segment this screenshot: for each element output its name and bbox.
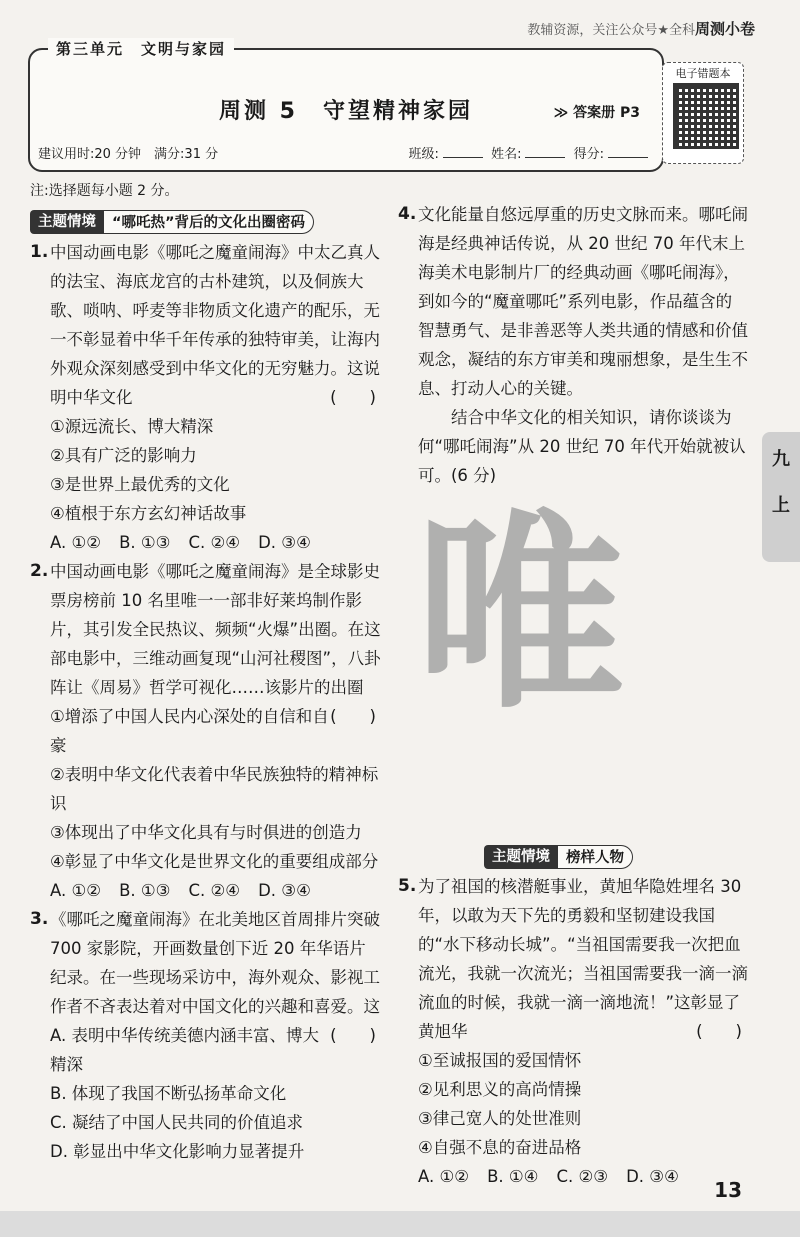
name-blank[interactable] — [525, 157, 565, 158]
option: ③律己宽人的处世准则 — [418, 1109, 582, 1128]
option-d[interactable]: D. 彰显出中华文化影响力显著提升 — [50, 1142, 305, 1161]
grade-side-tab: 九 上 — [762, 432, 800, 562]
question-stem: 为了祖国的核潜艇事业，黄旭华隐姓埋名 30 年，以敢为天下先的勇毅和坚韧建设我国的“水下移动长城”。“当祖国需要我一次把血流光，我就一次流光；当祖国需要我一滴一滴流血的时候，我就一滴一滴地流！”这彰显了黄旭华 — [418, 877, 748, 1041]
answer-blank[interactable]: ( ) — [330, 388, 376, 407]
option: ①至诚报国的爱国情怀 — [418, 1051, 582, 1070]
answer-blank[interactable]: ( ) — [330, 707, 376, 726]
answer-blank[interactable]: ( ) — [696, 1022, 742, 1041]
banner-brand: 周测小卷 — [694, 20, 755, 38]
option: ②见利思义的高尚情操 — [418, 1080, 582, 1099]
choice-a[interactable]: A. ①② — [418, 1167, 470, 1186]
question-4: 4. 文化能量自悠远厚重的历史文脉而来。哪吒闹海是经典神话传说，从 20 世纪 70 年代末上海美术电影制片厂的经典动画《哪吒闹海》，到如今的“魔童哪吒”系列电影，作品蕴含的智慧勇气、是非善恶等人类共通的情感和价值观念，凝结的东方审美和瑰丽想象，是生生不息、打动人心的关键。 — [398, 204, 748, 398]
choice-row — [30, 528, 382, 557]
choice-a[interactable]: A. ①② — [50, 881, 102, 900]
question-1: 1. 中国动画电影《哪吒之魔童闹海》中太乙真人的法宝、海底龙宫的古朴建筑，以及侗族大歌、唢呐、呼麦等非物质文化遗产的配乐，无一不彰显着中华千年传承的独特审美，让海内外观众深刻感受到中华文化的无穷魅力。这说明中华文化 ( ) — [30, 238, 382, 412]
option: ②具有广泛的影响力 — [50, 446, 197, 465]
theme-title: 榜样人物 — [558, 845, 633, 869]
qr-code-icon[interactable] — [673, 83, 739, 149]
choice-d[interactable]: D. ③④ — [626, 1167, 679, 1186]
score-blank[interactable] — [608, 157, 648, 158]
question-stem: 中国动画电影《哪吒之魔童闹海》中太乙真人的法宝、海底龙宫的古朴建筑，以及侗族大歌、唢呐、呼麦等非物质文化遗产的配乐，无一不彰显着中华千年传承的独特审美，让海内外观众深刻感受到中华文化的无穷魅力。这说明中华文化 — [50, 243, 380, 407]
watermark-character: 唯 — [414, 492, 625, 737]
footer-bar — [0, 1211, 800, 1237]
banner-text: 教辅资源，关注公众号★全科 — [527, 23, 695, 38]
choice-b[interactable]: B. ①③ — [119, 533, 171, 552]
choice-row — [30, 876, 382, 905]
unit-label: 第三单元 文明与家园 — [48, 38, 234, 59]
error-book-qr[interactable] — [662, 62, 744, 164]
option-b[interactable]: B. 体现了我国不断弘扬革命文化 — [50, 1084, 287, 1103]
question-stem: 中国动画电影《哪吒之魔童闹海》是全球影史票房榜前 10 名里唯一一部非好莱坞制作影片，其引发全民热议、频频“火爆”出圈。在这部电影中，三维动画复现“山河社稷图”，八卦阵让《周易》哲学可视化……该影片的出圈 — [50, 562, 381, 697]
scoring-note: 注:选择题每小题 2 分。 — [30, 183, 179, 199]
option: ②表明中华文化代表着中华民族独特的精神标识 — [50, 765, 379, 813]
choice-row — [398, 1162, 748, 1191]
right-column — [398, 200, 748, 490]
theme-tag: 主题情境 “哪吒热”背后的文化出圈密码 — [30, 210, 314, 234]
answer-reference: ≫ 答案册 P3 — [553, 105, 640, 121]
student-info: 班级: 姓名: 得分: — [409, 143, 652, 162]
option: ①增添了中国人民内心深处的自信和自豪 — [50, 707, 329, 755]
choice-c[interactable]: C. ②④ — [188, 533, 241, 552]
option: ④植根于东方玄幻神话故事 — [50, 504, 247, 523]
choice-d[interactable]: D. ③④ — [258, 881, 311, 900]
option-c[interactable]: C. 凝结了中国人民共同的价值追求 — [50, 1113, 304, 1132]
class-blank[interactable] — [443, 157, 483, 158]
option: ④自强不息的奋进品格 — [418, 1138, 582, 1157]
choice-c[interactable]: C. ②④ — [188, 881, 241, 900]
option: ③是世界上最优秀的文化 — [50, 475, 230, 494]
header-box — [28, 40, 664, 172]
answer-blank[interactable]: ( ) — [330, 1026, 376, 1045]
left-column — [30, 206, 382, 1166]
qr-label: 电子错题本 — [675, 67, 731, 80]
choice-b[interactable]: B. ①③ — [119, 881, 171, 900]
option: ③体现出了中华文化具有与时俱进的创造力 — [50, 823, 362, 842]
question-material: 文化能量自悠远厚重的历史文脉而来。哪吒闹海是经典神话传说，从 20 世纪 70 年代末上海美术电影制片厂的经典动画《哪吒闹海》，到如今的“魔童哪吒”系列电影，作品蕴含的智慧勇气、是非善恶等人类共通的情感和价值观念，凝结的东方审美和瑰丽想象，是生生不息、打动人心的关键。 — [418, 205, 748, 398]
option-a[interactable]: A. 表明中华传统美德内涵丰富、博大精深 — [50, 1026, 319, 1074]
option: ④彰显了中华文化是世界文化的重要组成部分 — [50, 852, 379, 871]
page-number: 13 — [714, 1178, 742, 1202]
question-5: 5. 为了祖国的核潜艇事业，黄旭华隐姓埋名 30 年，以敢为天下先的勇毅和坚韧建设我国的“水下移动长城”。“当祖国需要我一次把血流光，我就一次流光；当祖国需要我一滴一滴流血的时候，我就一滴一滴地流！”这彰显了黄旭华 ( ) — [398, 872, 748, 1046]
top-banner — [527, 18, 755, 39]
question-5-block — [398, 872, 748, 1191]
question-4-prompt: 结合中华文化的相关知识，请你谈谈为何“哪吒闹海”从 20 世纪 70 年代开始就被认可。(6 分) — [418, 408, 746, 485]
option: ①源远流长、博大精深 — [50, 417, 214, 436]
choice-a[interactable]: A. ①② — [50, 533, 102, 552]
time-score-info: 建议用时:20 分钟 满分:31 分 — [38, 147, 219, 162]
choice-c[interactable]: C. ②③ — [556, 1167, 609, 1186]
choice-b[interactable]: B. ①④ — [487, 1167, 539, 1186]
theme-title: “哪吒热”背后的文化出圈密码 — [104, 210, 314, 234]
theme-tag: 主题情境 榜样人物 — [484, 845, 633, 869]
question-2: 2. 中国动画电影《哪吒之魔童闹海》是全球影史票房榜前 10 名里唯一一部非好莱坞制作影片，其引发全民热议、频频“火爆”出圈。在这部电影中，三维动画复现“山河社稷图”，八卦阵让《周易》哲学可视化……该影片的出圈 ( ) — [30, 557, 382, 702]
question-stem: 《哪吒之魔童闹海》在北美地区首周排片突破 700 家影院，开画数量创下近 20 年华语片纪录。在一些现场采访中，海外观众、影视工作者不吝表达着对中国文化的兴趣和喜爱。这 — [50, 910, 380, 1016]
question-3: 3. 《哪吒之魔童闹海》在北美地区首周排片突破 700 家影院，开画数量创下近 20 年华语片纪录。在一些现场采访中，海外观众、影视工作者不吝表达着对中国文化的兴趣和喜爱。这 ( ) — [30, 905, 382, 1021]
choice-d[interactable]: D. ③④ — [258, 533, 311, 552]
page-title: 周测 5 守望精神家园 — [219, 99, 473, 124]
